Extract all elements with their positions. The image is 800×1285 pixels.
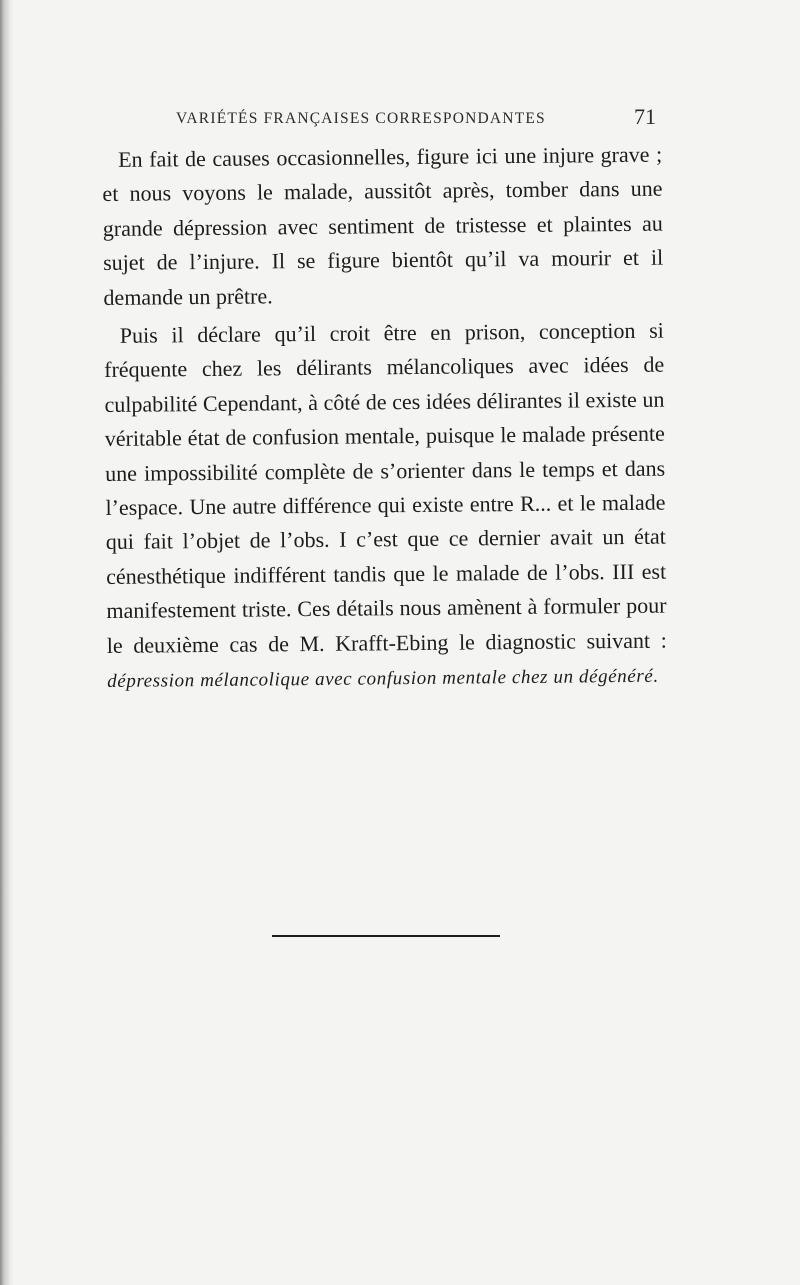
page-number: 71: [634, 104, 656, 129]
paragraph-1: En fait de causes occasionnelles, figure ici une injure grave ; et nous voyons le malade, aussitôt après, tomber dans une grande dépression avec sentiment de tristesse et plaintes au sujet de l’injure. Il se figure bientôt qu’il va mourir et il demande un prêtre.: [102, 141, 664, 310]
paragraph-2-text: Puis il déclare qu’il croit être en prison, conception si fréquente chez les délirants mélancoliques avec idées de culpabilité Cependant, à côté de ces idées délirantes il existe un véritable état de confusion mentale, puisque le malade présente une impossibilité complète de s’orienter dans le temps et dans l’espace. Une autre différence qui existe entre R... et le malade qui fait l’objet de l’obs. I c’est que ce dernier avait un état cénesthétique indifférent tandis que le malade de l’obs. III est manifestement triste. Ces détails nous amènent à formuler pour le deuxième cas de M. Krafft-Ebing le diagnostic suivant :: [104, 317, 667, 658]
running-title: VARIÉTÉS FRANÇAISES CORRESPONDANTES: [176, 110, 546, 127]
running-head: [176, 104, 656, 134]
page-edge-shadow: [0, 0, 14, 1285]
paragraph-2: [104, 314, 668, 700]
body-text: [102, 138, 667, 700]
section-end-rule: [272, 935, 500, 937]
diagnosis-italic: dépression mélancolique avec confusion mentale chez un dégénéré.: [107, 665, 659, 693]
